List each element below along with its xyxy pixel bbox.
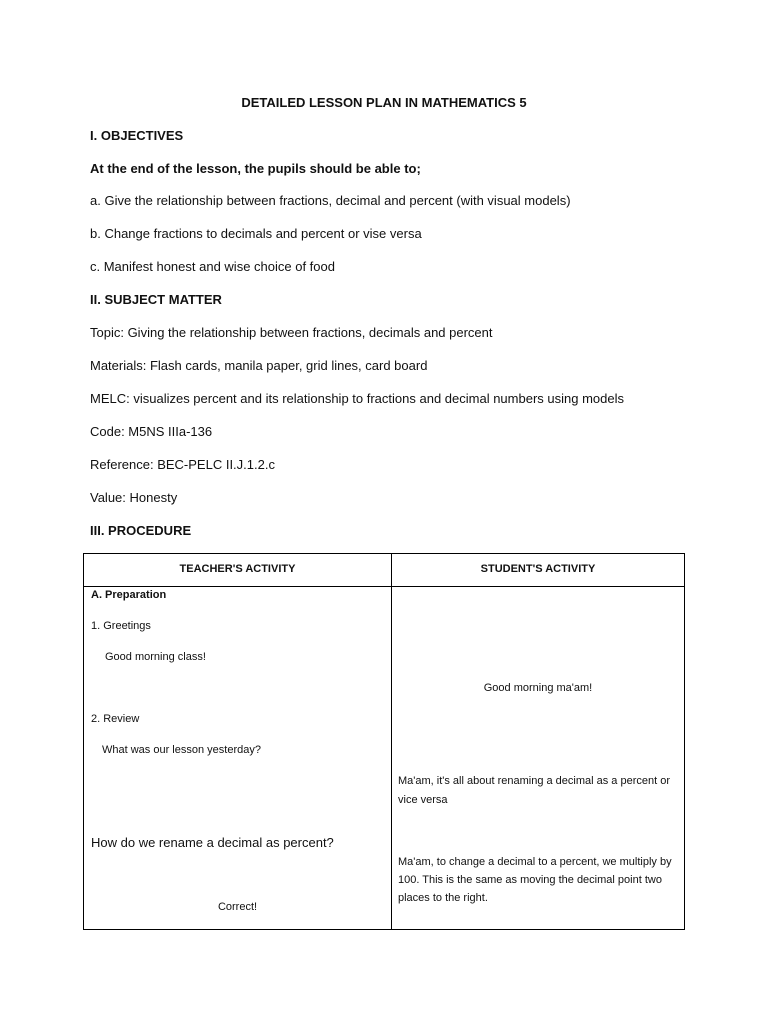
- objective-b: b. Change fractions to decimals and percent or vise versa: [90, 226, 422, 241]
- preparation-heading: A. Preparation: [91, 589, 167, 601]
- student-rename-reply: Ma'am, to change a decimal to a percent, we multiply by 100. This is the same as moving the decimal point two places to the right.: [398, 856, 672, 904]
- value-line: Value: Honesty: [90, 490, 178, 505]
- objective-c: c. Manifest honest and wise choice of food: [90, 259, 335, 274]
- review-question: What was our lesson yesterday?: [102, 744, 261, 756]
- greetings-label: 1. Greetings: [91, 620, 151, 632]
- reference-line: Reference: BEC-PELC II.J.1.2.c: [90, 457, 275, 472]
- procedure-table: [83, 553, 685, 930]
- code-line: Code: M5NS IIIa-136: [90, 424, 213, 439]
- page-title: DETAILED LESSON PLAN IN MATHEMATICS 5: [241, 95, 527, 110]
- rename-question: How do we rename a decimal as percent?: [91, 835, 334, 850]
- header-divider: [84, 586, 684, 587]
- student-lesson-reply: Ma'am, it's all about renaming a decimal as a percent or vice versa: [398, 775, 670, 806]
- review-label: 2. Review: [91, 713, 140, 725]
- topic-line: Topic: Giving the relationship between fractions, decimals and percent: [90, 325, 493, 340]
- student-activity-header: STUDENT'S ACTIVITY: [480, 563, 596, 575]
- objectives-heading: I. OBJECTIVES: [90, 128, 184, 143]
- teacher-activity-header: TEACHER'S ACTIVITY: [179, 563, 296, 575]
- subject-matter-heading: II. SUBJECT MATTER: [90, 292, 222, 307]
- objectives-intro: At the end of the lesson, the pupils should be able to;: [90, 161, 421, 176]
- student-greeting-reply: Good morning ma'am!: [483, 682, 593, 694]
- teacher-greeting: Good morning class!: [105, 651, 206, 663]
- column-divider: [391, 554, 392, 929]
- procedure-heading: III. PROCEDURE: [90, 523, 192, 538]
- materials-line: Materials: Flash cards, manila paper, grid lines, card board: [90, 358, 428, 373]
- teacher-correct: Correct!: [217, 901, 258, 913]
- melc-line: MELC: visualizes percent and its relationship to fractions and decimal numbers using models: [90, 391, 624, 406]
- objective-a: a. Give the relationship between fractions, decimal and percent (with visual models): [90, 193, 571, 208]
